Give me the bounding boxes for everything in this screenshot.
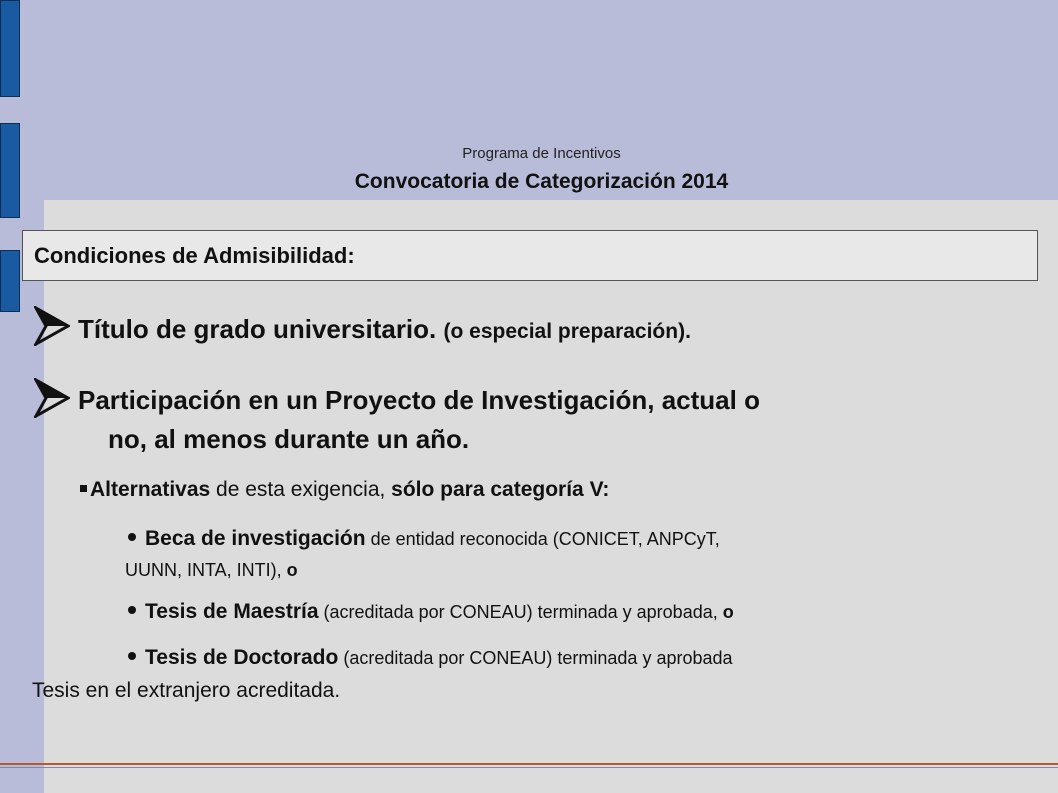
arrowhead-bullet-icon [34,378,70,418]
square-bullet-icon [80,485,87,492]
alternatives-line [80,478,609,502]
round-bullet-icon [128,652,136,660]
bullet-degree-note: (o especial preparación). [443,320,691,343]
item-text: (acreditada por CONEAU) terminada y aprobada [338,648,733,668]
item-text: (acreditada por CONEAU) terminada y aprobada, [318,602,723,622]
bullet-degree [78,314,691,345]
slide-title: Convocatoria de Categorización 2014 [354,170,729,193]
item-text: de entidad reconocida (CONICET, ANPCyT, [365,529,720,549]
alternatives-category: sólo para categoría V: [391,478,610,501]
alternatives-text: de esta exigencia, [210,478,392,501]
item-title: Beca de investigación [145,527,366,550]
item-title: Tesis de Doctorado [145,646,339,669]
bottom-divider [0,763,1058,765]
item-conjunction: o [286,560,298,580]
bullet-project-line1: Participación en un Proyecto de Investigación, actual o [78,385,760,415]
round-bullet-icon [128,606,136,614]
footer-text: Tesis en el extranjero acreditada. [32,679,341,702]
list-item [128,646,733,670]
round-bullet-icon [128,533,136,541]
arrowhead-bullet-icon [34,306,70,346]
alternatives-bold: Alternativas [90,478,211,501]
list-item [128,600,734,624]
section-heading-box [22,230,1038,281]
bottom-divider [0,767,1058,768]
list-item-continuation [125,560,298,581]
item-continuation: UUNN, INTA, INTI), [125,560,287,580]
side-bar-decoration [0,250,20,312]
list-item [128,527,720,551]
slide-subtitle: Programa de Incentivos [462,145,621,162]
bullet-project-line2: no, al menos durante un año. [108,424,470,454]
side-bar-decoration [0,0,20,97]
item-conjunction: o [722,602,734,622]
item-title: Tesis de Maestría [145,600,319,623]
section-heading: Condiciones de Admisibilidad: [34,243,355,268]
bullet-degree-main: Título de grado universitario. [78,314,444,344]
